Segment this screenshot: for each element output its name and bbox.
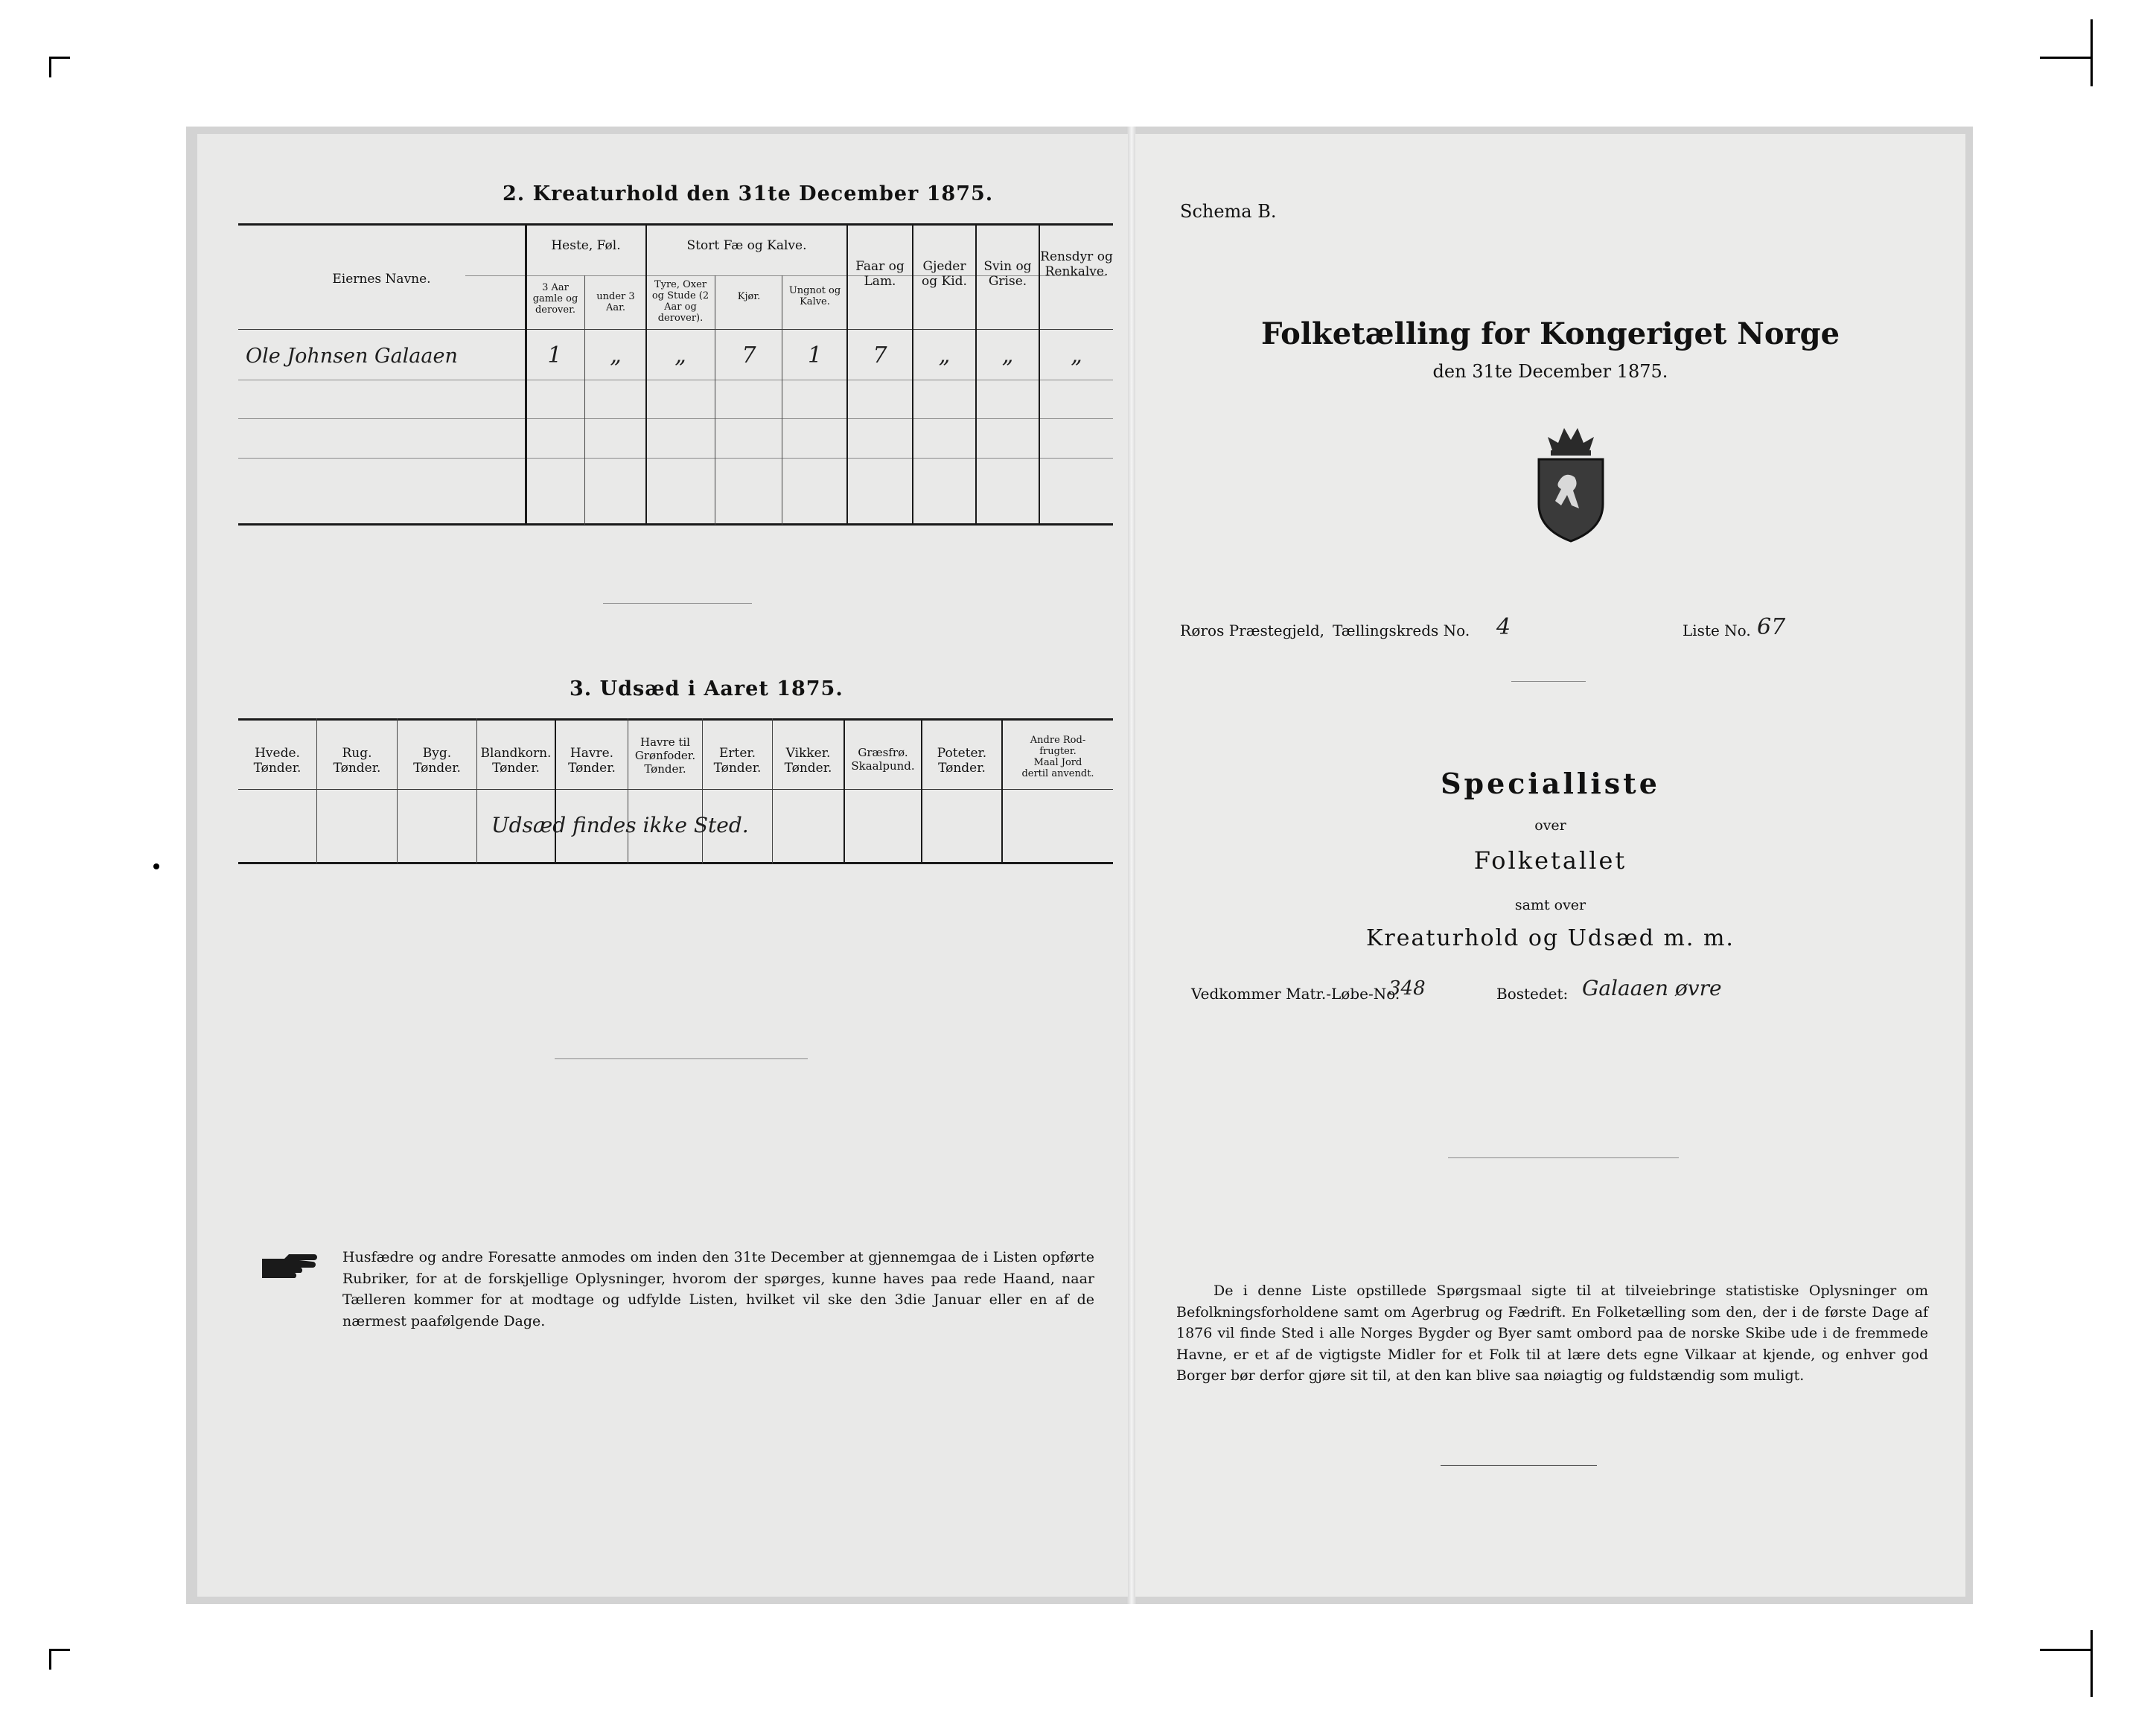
divider bbox=[555, 1058, 808, 1059]
divider bbox=[1441, 1465, 1597, 1466]
district-value: 4 bbox=[1496, 614, 1511, 640]
livestock-title: 2. Kreaturhold den 31te December 1875. bbox=[503, 182, 994, 205]
matr-value: 348 bbox=[1388, 977, 1426, 1000]
col-calves: Ungnot og Kalve. bbox=[788, 285, 841, 307]
crop-mark bbox=[2090, 1630, 2093, 1697]
coat-of-arms-icon bbox=[1530, 421, 1612, 543]
cell-value: 1 bbox=[547, 342, 562, 368]
cover-date: den 31te December 1875. bbox=[1432, 361, 1668, 382]
district-label: Tællingskreds No. bbox=[1333, 622, 1470, 639]
col-sheep: Faar og Lam. bbox=[855, 259, 905, 290]
notice-text: Husfædre og andre Foresatte anmodes om inden den 31te December at gjennemgaa de i Listen opførte Rubriker, for at de forskjellige Oplysninger, hvorom der spørges, kunne haves paa rede Haand, naar Tælleren kommer for at modtage og udfylde Listen, hvilket vil ske den 3die Januar eller en af de nærmest paafølgende Dage. bbox=[342, 1249, 1094, 1329]
scanned-sheet bbox=[186, 127, 1973, 1604]
col-reindeer: Rensdyr og Renkalve. bbox=[1040, 249, 1113, 280]
seed-col-wheat: Hvede. Tønder. bbox=[253, 746, 302, 776]
cell-value: 7 bbox=[873, 342, 887, 368]
cell-value: „ bbox=[1001, 342, 1014, 368]
cattle-header: Stort Fæ og Kalve. bbox=[686, 238, 807, 253]
right-page bbox=[1135, 134, 1965, 1597]
col-bulls: Tyre, Oxer og Stude (2 Aar og derover). bbox=[651, 279, 709, 324]
col-horses-old: 3 Aar gamle og derover. bbox=[532, 282, 578, 316]
seed-handwritten-note: Udsæd findes ikke Sted. bbox=[491, 813, 749, 837]
seed-col-rye: Rug. Tønder. bbox=[333, 746, 381, 776]
seed-col-grass-seed: Græsfrø. Skaalpund. bbox=[851, 746, 915, 773]
divider bbox=[1448, 1157, 1679, 1158]
crop-mark bbox=[49, 57, 70, 59]
crop-mark bbox=[49, 57, 51, 77]
parish-label: Røros Præstegjeld, bbox=[1180, 622, 1325, 639]
col-cows: Kjør. bbox=[737, 291, 761, 302]
bosted-value: Galaaen øvre bbox=[1582, 976, 1722, 1000]
cell-value: „ bbox=[938, 342, 951, 368]
seed-col-oats: Havre. Tønder. bbox=[568, 746, 616, 776]
crop-mark bbox=[2040, 57, 2092, 59]
col-pigs: Svin og Grise. bbox=[983, 259, 1032, 290]
left-page bbox=[197, 134, 1128, 1597]
specialliste-heading: Specialliste bbox=[1441, 767, 1660, 800]
kreaturhold-heading: Kreaturhold og Udsæd m. m. bbox=[1366, 925, 1735, 951]
crop-mark bbox=[2090, 19, 2093, 86]
folketallet-heading: Folketallet bbox=[1473, 846, 1627, 875]
cell-value: 7 bbox=[741, 342, 756, 368]
cover-title: Folketælling for Kongeriget Norge bbox=[1260, 316, 1840, 351]
cell-value: „ bbox=[610, 342, 622, 368]
over-label: over bbox=[1534, 817, 1566, 834]
seed-col-peas: Erter. Tønder. bbox=[713, 746, 762, 776]
seed-col-root-crops: Andre Rod- frugter. Maal Jord dertil anvendt. bbox=[1021, 735, 1094, 779]
divider bbox=[1511, 681, 1586, 682]
cell-value: „ bbox=[674, 342, 686, 368]
seed-col-mixed: Blandkorn. Tønder. bbox=[480, 746, 552, 776]
scan-dot bbox=[153, 863, 159, 869]
owner-name: Ole Johnsen Galaaen bbox=[246, 345, 458, 368]
cell-value: 1 bbox=[807, 342, 823, 368]
bosted-label: Bostedet: bbox=[1496, 985, 1569, 1003]
seed-col-potatoes: Poteter. Tønder. bbox=[937, 746, 987, 776]
cell-value: „ bbox=[1071, 342, 1082, 368]
matr-label: Vedkommer Matr.-Løbe-No. bbox=[1191, 985, 1400, 1003]
horses-header: Heste, Føl. bbox=[551, 238, 621, 253]
pointing-hand-icon bbox=[261, 1253, 328, 1280]
col-horses-young: under 3 Aar. bbox=[596, 291, 635, 313]
crop-mark bbox=[49, 1649, 70, 1651]
list-value: 67 bbox=[1757, 614, 1786, 640]
crop-mark bbox=[49, 1649, 51, 1670]
schema-label: Schema B. bbox=[1180, 201, 1277, 222]
divider bbox=[603, 603, 752, 604]
crop-mark bbox=[2040, 1649, 2092, 1651]
seed-col-green-fodder: Havre til Grønfoder. Tønder. bbox=[634, 735, 696, 776]
seed-title: 3. Udsæd i Aaret 1875. bbox=[570, 677, 843, 700]
seed-col-vetch: Vikker. Tønder. bbox=[784, 746, 832, 776]
col-goats: Gjeder og Kid. bbox=[922, 259, 967, 290]
intro-text: De i denne Liste opstillede Spørgsmaal sigte til at tilveiebringe statistiske Oplysninger om Befolkningsforholdene samt om Agerbrug og Fædrift. En Folketælling som den, der i de første Dage af 1876 vil finde Sted i alle Norges Bygder og Byer samt ombord paa de norske Skibe ude i de fremmede Havne, er et af de vigtigste Midler for et Folk til at lære dets egne Vilkaar at kjende, og enhver god Borger bør derfor gjøre sit til, at den kan blive saa nøiagtig og fuldstændig som muligt. bbox=[1176, 1283, 1928, 1384]
seed-col-barley: Byg. Tønder. bbox=[413, 746, 461, 776]
owner-header: Eiernes Navne. bbox=[332, 272, 431, 287]
samt-over-label: samt over bbox=[1514, 897, 1586, 913]
list-label: Liste No. bbox=[1683, 622, 1751, 639]
